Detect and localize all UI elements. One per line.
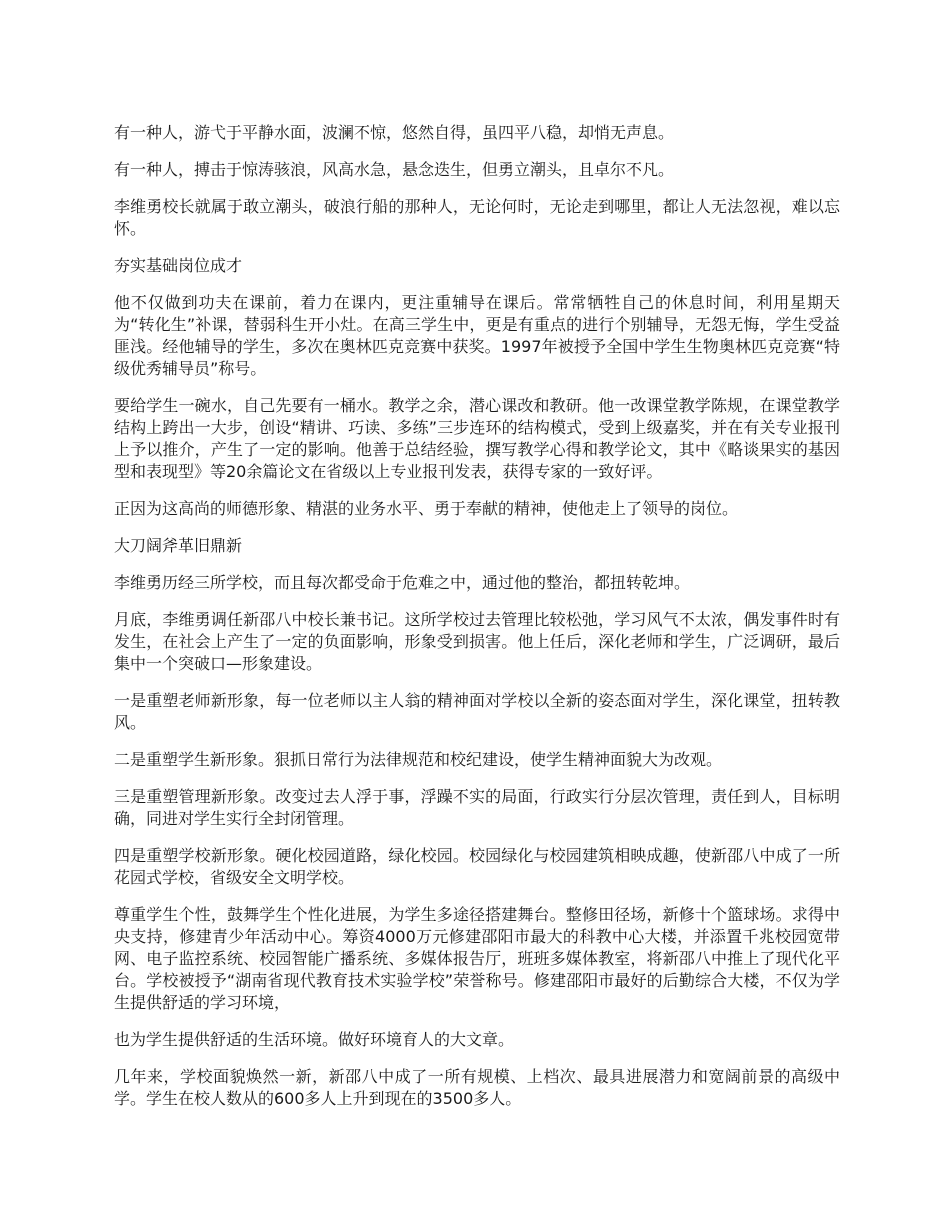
section-heading-reform: 大刀阔斧革旧鼎新 bbox=[114, 536, 243, 555]
paragraph-17: 几年来，学校面貌焕然一新，新邵八中成了一所有规模、上档次、最具进展潜力和宽阔前景的高级中学。学生在校人数从的600多人上升到现在的3500多人。 bbox=[114, 1067, 840, 1108]
paragraph-9: 李维勇历经三所学校，而且每次都受命于危难之中，通过他的整治，都扭转乾坤。 bbox=[114, 573, 691, 592]
paragraph-2: 有一种人，搏击于惊涛骇浪，风高水急，悬念迭生，但勇立潮头，且卓尔不凡。 bbox=[114, 160, 675, 179]
paragraph-11: 一是重塑老师新形象，每一位老师以主人翁的精神面对学校以全新的姿态面对学生，深化课堂，扭转教风。 bbox=[114, 691, 840, 732]
paragraph-13: 三是重塑管理新形象。改变过去人浮于事，浮躁不实的局面，行政实行分层次管理，责任到人，目标明确，同进对学生实行全封闭管理。 bbox=[114, 787, 840, 828]
paragraph-10: 月底，李维勇调任新邵八中校长兼书记。这所学校过去管理比较松弛，学习风气不太浓，偶发事件时有发生，在社会上产生了一定的负面影响，形象受到损害。他上任后，深化老师和学生，广泛调研，最后集中一个突破口—形象建设。 bbox=[114, 610, 840, 673]
paragraph-1: 有一种人，游弋于平静水面，波澜不惊，悠然自得，虽四平八稳，却悄无声息。 bbox=[114, 123, 675, 142]
paragraph-16: 也为学生提供舒适的生活环境。做好环境育人的大文章。 bbox=[114, 1030, 515, 1049]
paragraph-6: 要给学生一碗水，自己先要有一桶水。教学之余，潜心课改和教研。他一改课堂教学陈规，在课堂教学结构上跨出一大步，创设“精讲、巧读、多练”三步连环的结构模式，受到上级嘉奖，并在有关专业报刊上予以推介，产生了一定的影响。他善于总结经验，撰写教学心得和教学论文，其中《略谈果实的基因型和表现型》等20余篇论文在省级以上专业报刊发表，获得专家的一致好评。 bbox=[114, 396, 840, 481]
paragraph-3: 李维勇校长就属于敢立潮头，破浪行船的那种人，无论何时，无论走到哪里，都让人无法忽视，难以忘怀。 bbox=[114, 197, 840, 238]
paragraph-5: 他不仅做到功夫在课前，着力在课内，更注重辅导在课后。常常牺牲自己的休息时间，利用星期天为“转化生”补课，替弱科生开小灶。在高三学生中，更是有重点的进行个别辅导，无怨无悔，学生受益匪浅。经他辅导的学生，多次在奥林匹克竞赛中获奖。1997年被授予全国中学生生物奥林匹克竞赛“特级优秀辅导员”称号。 bbox=[114, 293, 840, 378]
paragraph-15: 尊重学生个性，鼓舞学生个性化进展，为学生多途径搭建舞台。整修田径场，新修十个篮球场。求得中央支持，修建青少年活动中心。筹资4000万元修建邵阳市最大的科教中心大楼，并添置千兆校园宽带网、电子监控系统、校园智能广播系统、多媒体报告厅，班班多媒体教室，将新邵八中推上了现代化平台。学校被授予“湖南省现代教育技术实验学校”荣誉称号。修建邵阳市最好的后勤综合大楼，不仅为学生提供舒适的学习环境， bbox=[114, 905, 840, 1012]
paragraph-7: 正因为这高尚的师德形象、精湛的业务水平、勇于奉献的精神，使他走上了领导的岗位。 bbox=[114, 499, 739, 518]
section-heading-foundation: 夯实基础岗位成才 bbox=[114, 256, 243, 275]
paragraph-14: 四是重塑学校新形象。硬化校园道路，绿化校园。校园绿化与校园建筑相映成趣，使新邵八中成了一所花园式学校，省级安全文明学校。 bbox=[114, 846, 840, 887]
article-body bbox=[114, 122, 840, 1125]
paragraph-12: 二是重塑学生新形象。狠抓日常行为法律规范和校纪建设，使学生精神面貌大为改观。 bbox=[114, 750, 723, 769]
